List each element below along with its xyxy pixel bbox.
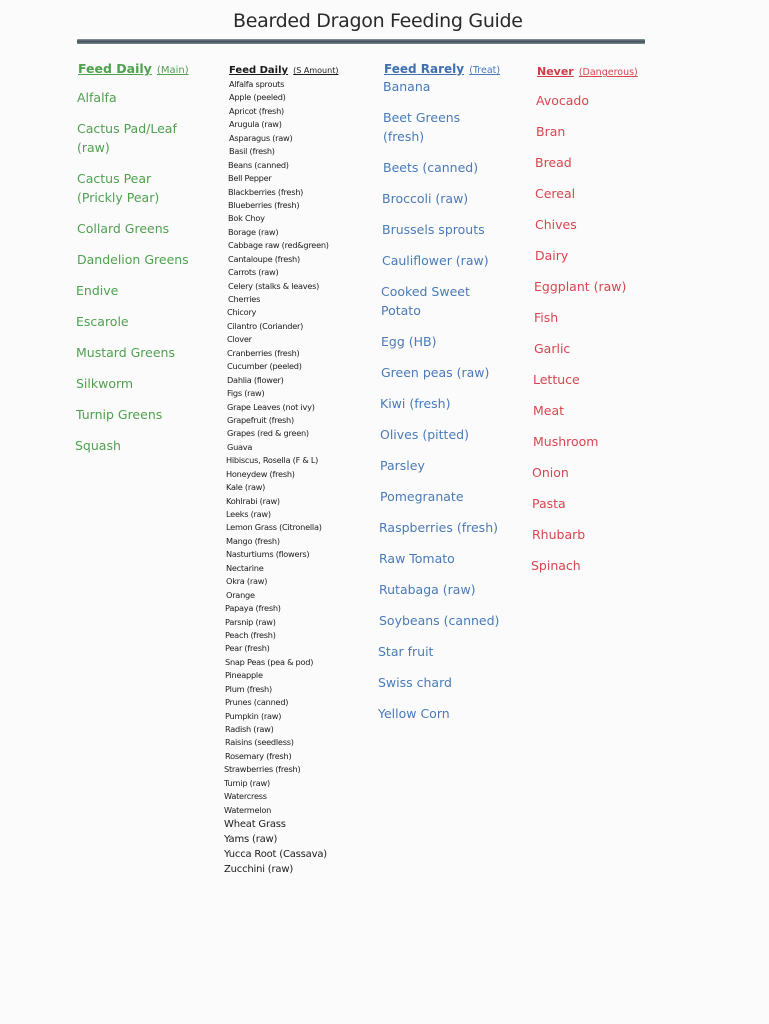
food-item: Cooked Sweet bbox=[381, 284, 470, 299]
food-item: Beet Greens bbox=[383, 110, 461, 125]
food-item: Yucca Root (Cassava) bbox=[224, 849, 327, 861]
food-item: Olives (pitted) bbox=[380, 427, 469, 442]
food-item: Mushroom bbox=[533, 434, 599, 449]
food-item: Beans (canned) bbox=[228, 159, 289, 170]
food-item: Dahlia (flower) bbox=[227, 374, 284, 385]
food-item: Basil (fresh) bbox=[229, 146, 275, 157]
food-item: Kiwi (fresh) bbox=[380, 396, 451, 411]
food-item: Cactus Pad/Leaf bbox=[77, 121, 177, 136]
column-feed-daily-small bbox=[224, 58, 369, 877]
heading-sublabel: (Dangerous) bbox=[578, 67, 638, 78]
food-item: Onion bbox=[532, 465, 569, 480]
food-item: Dandelion Greens bbox=[77, 252, 189, 267]
food-item: Kohlrabi (raw) bbox=[226, 495, 280, 506]
food-item: Cauliflower (raw) bbox=[382, 253, 489, 268]
food-item: Watermelon bbox=[224, 804, 272, 815]
food-item: Strawberries (fresh) bbox=[224, 764, 301, 775]
food-item: Squash bbox=[75, 438, 121, 453]
column-never bbox=[531, 60, 638, 573]
food-item: Alfalfa bbox=[77, 90, 117, 105]
food-item: Raspberries (fresh) bbox=[379, 520, 498, 535]
food-item: Blackberries (fresh) bbox=[228, 186, 304, 197]
food-item: Okra (raw) bbox=[226, 576, 268, 587]
food-item: Grape Leaves (not ivy) bbox=[227, 401, 315, 412]
food-item: Cactus Pear bbox=[77, 171, 152, 186]
food-item: Asparagus (raw) bbox=[229, 132, 293, 143]
food-item: Arugula (raw) bbox=[229, 119, 282, 130]
food-item: Cabbage raw (red&green) bbox=[228, 240, 329, 251]
food-item: (Prickly Pear) bbox=[77, 190, 160, 205]
heading-label: Feed Daily bbox=[78, 61, 152, 76]
food-item: Snap Peas (pea & pod) bbox=[225, 656, 314, 667]
food-item: Alfalfa sprouts bbox=[229, 79, 285, 89]
food-item: Nectarine bbox=[226, 562, 264, 573]
food-item: Garlic bbox=[534, 341, 571, 356]
food-item: Star fruit bbox=[378, 644, 434, 659]
food-item: Egg (HB) bbox=[381, 334, 437, 349]
food-item: (fresh) bbox=[383, 129, 425, 144]
food-item: Collard Greens bbox=[77, 221, 170, 236]
food-item: Turnip Greens bbox=[76, 407, 163, 422]
food-item: Papaya (fresh) bbox=[225, 603, 281, 614]
food-item: Parsnip (raw) bbox=[225, 616, 276, 627]
food-item: Pomegranate bbox=[380, 489, 464, 504]
food-item: Chicory bbox=[227, 307, 257, 318]
food-item: Bok Choy bbox=[228, 213, 265, 224]
food-item: Clover bbox=[227, 334, 252, 345]
food-item: Bran bbox=[536, 124, 566, 139]
food-item: Swiss chard bbox=[378, 675, 452, 690]
food-item: Wheat Grass bbox=[224, 819, 286, 831]
food-item: Grapefruit (fresh) bbox=[227, 414, 294, 425]
food-item: Radish (raw) bbox=[225, 724, 274, 734]
heading-sublabel: (Treat) bbox=[469, 65, 501, 76]
heading-label: Feed Rarely bbox=[384, 62, 465, 76]
food-item: Yams (raw) bbox=[224, 834, 278, 846]
food-item: Nasturtiums (flowers) bbox=[226, 549, 310, 560]
food-item: Cranberries (fresh) bbox=[227, 347, 300, 358]
food-item: Plum (fresh) bbox=[225, 683, 272, 694]
food-item: Brussels sprouts bbox=[382, 222, 485, 237]
food-item: Grapes (red & green) bbox=[227, 428, 309, 439]
food-item: Beets (canned) bbox=[383, 160, 479, 175]
food-item: Mango (fresh) bbox=[226, 535, 280, 546]
food-item: Cucumber (peeled) bbox=[227, 361, 302, 372]
column-feed-daily-main bbox=[75, 58, 189, 453]
column-heading bbox=[78, 58, 189, 77]
column-feed-rarely bbox=[378, 58, 501, 721]
food-item: Rhubarb bbox=[532, 527, 586, 542]
food-item: Soybeans (canned) bbox=[379, 613, 500, 628]
heading-label: Never bbox=[537, 65, 574, 78]
food-item: Bell Pepper bbox=[228, 173, 272, 184]
food-item: Escarole bbox=[76, 314, 129, 329]
food-item: Apricot (fresh) bbox=[229, 105, 284, 116]
food-item: Hibiscus, Rosella (F & L) bbox=[226, 455, 319, 466]
food-item: Silkworm bbox=[76, 376, 134, 391]
food-item: Pineapple bbox=[225, 670, 263, 681]
food-item: Eggplant (raw) bbox=[534, 279, 627, 294]
food-item: Avocado bbox=[536, 93, 589, 108]
food-item: Turnip (raw) bbox=[224, 777, 270, 788]
food-item: Peach (fresh) bbox=[225, 629, 276, 640]
food-item: Rutabaga (raw) bbox=[379, 582, 476, 597]
food-item: Zucchini (raw) bbox=[224, 864, 294, 876]
food-item: Parsley bbox=[380, 458, 425, 473]
food-item: Pasta bbox=[532, 496, 566, 511]
food-item: Orange bbox=[226, 589, 255, 600]
food-item: Prunes (canned) bbox=[225, 697, 289, 708]
food-item: Yellow Corn bbox=[378, 706, 450, 721]
food-item: Bread bbox=[535, 155, 572, 170]
heading-sublabel: (S Amount) bbox=[293, 66, 339, 75]
food-item: Lemon Grass (Citronella) bbox=[226, 522, 322, 533]
page-title: Bearded Dragon Feeding Guide bbox=[233, 10, 523, 32]
food-item: Banana bbox=[383, 79, 431, 94]
food-item: Apple (peeled) bbox=[229, 92, 286, 103]
column-heading bbox=[384, 58, 500, 77]
food-item: Kale (raw) bbox=[226, 482, 266, 493]
food-item: Lettuce bbox=[533, 372, 580, 387]
food-item: Potato bbox=[381, 303, 421, 318]
food-item: Blueberries (fresh) bbox=[228, 199, 300, 210]
food-item: Chives bbox=[535, 217, 577, 232]
food-item: Carrots (raw) bbox=[228, 267, 279, 278]
food-item: Honeydew (fresh) bbox=[226, 468, 295, 479]
column-heading bbox=[537, 60, 638, 79]
food-item: Fish bbox=[534, 310, 559, 325]
food-item: Pumpkin (raw) bbox=[225, 710, 282, 721]
food-item: Guava bbox=[227, 441, 253, 452]
column-heading bbox=[229, 58, 369, 77]
heading-label: Feed Daily bbox=[229, 65, 289, 76]
food-item: Broccoli (raw) bbox=[382, 191, 469, 206]
food-item: Cantaloupe (fresh) bbox=[228, 253, 300, 264]
food-item: Watercress bbox=[224, 791, 267, 802]
food-item: Mustard Greens bbox=[76, 345, 175, 360]
food-item: Cereal bbox=[535, 186, 576, 201]
food-list bbox=[224, 78, 369, 877]
title-underline-rule bbox=[77, 39, 645, 44]
food-item: Figs (raw) bbox=[227, 388, 265, 399]
heading-sublabel: (Main) bbox=[156, 65, 189, 76]
food-item: Raw Tomato bbox=[379, 551, 455, 566]
food-item: Celery (stalks & leaves) bbox=[228, 280, 320, 291]
food-item: Raisins (seedless) bbox=[225, 737, 294, 748]
food-item: Rosemary (fresh) bbox=[225, 750, 292, 761]
food-item: Borage (raw) bbox=[228, 226, 279, 237]
food-item: Pear (fresh) bbox=[225, 643, 270, 654]
food-item: Endive bbox=[76, 283, 119, 298]
food-item: Cherries bbox=[228, 294, 261, 304]
food-item: Dairy bbox=[535, 248, 569, 263]
food-item: Leeks (raw) bbox=[226, 509, 271, 519]
food-item: Green peas (raw) bbox=[381, 365, 490, 380]
food-item: Meat bbox=[533, 403, 565, 418]
food-item: Cilantro (Coriander) bbox=[227, 320, 304, 331]
food-item: Spinach bbox=[531, 558, 581, 573]
food-item: (raw) bbox=[77, 140, 110, 155]
